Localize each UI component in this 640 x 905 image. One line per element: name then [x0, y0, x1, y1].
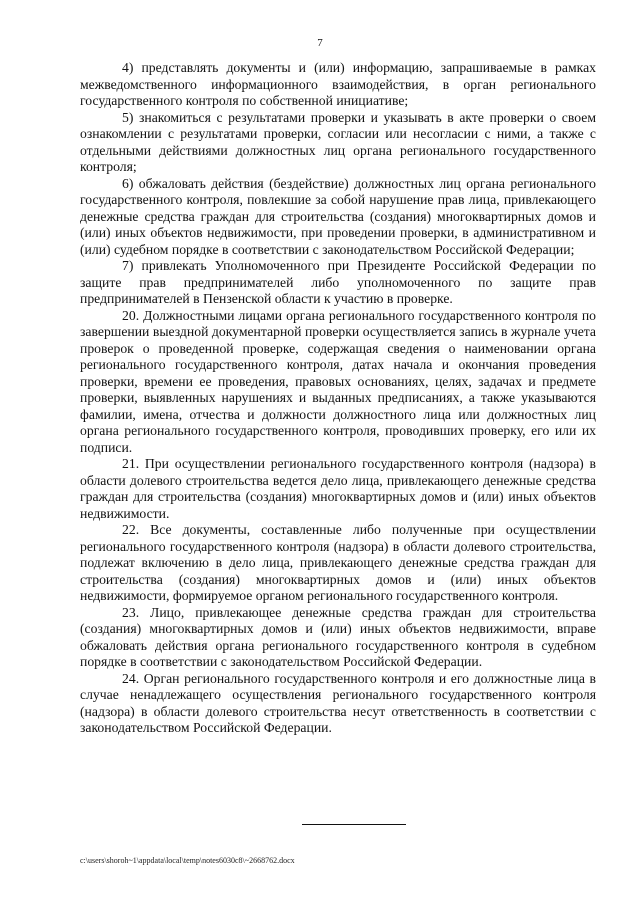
- paragraph-23: 23. Лицо, привлекающее денежные средства граждан для строительства (создания) многоквартирных домов и (или) иных объектов недвижимости, вправе обжаловать действия органа регионального государственного контроля в судебном порядке в соответствии с законодательством Российской Федерации.: [80, 604, 596, 669]
- paragraph-item-4: 4) представлять документы и (или) информацию, запрашиваемые в рамках межведомственного информационного взаимодействия, в орган регионального государственного контроля по собственной инициативе;: [80, 60, 596, 108]
- paragraph-item-6: 6) обжаловать действия (бездействие) должностных лиц органа регионального государственного контроля, повлекшие за собой нарушение прав лица, привлекающего денежные средства граждан для строительства (создания) многоквартирных домов и (или) иных объектов недвижимости, при проведении проверки, в административном и (или) судебном порядке в соответствии с законодательством Российской Федерации;: [80, 175, 596, 257]
- paragraph-24: 24. Орган регионального государственного контроля и его должностные лица в случае ненадлежащего осуществления регионального государственного контроля (надзора) в области долевого строительства несут ответственность в соответствии с законодательством Российской Федерации.: [80, 670, 596, 735]
- paragraph-item-7: 7) привлекать Уполномоченного при Президенте Российской Федерации по защите прав предпринимателей либо уполномоченного по защите прав предпринимателей в Пензенской области к участию в проверке.: [80, 258, 596, 306]
- paragraph-item-5: 5) знакомиться с результатами проверки и указывать в акте проверки о своем ознакомлении с результатами проверки, согласии или несогласии с ними, а также с отдельными действиями должностных лиц органа регионального государственного контроля;: [80, 109, 596, 174]
- footer-file-path: c:\users\shoroh~1\appdata\local\temp\notes6030c8\~2668762.docx: [80, 856, 295, 865]
- paragraph-20: 20. Должностными лицами органа регионального государственного контроля по завершении выездной документарной проверки осуществляется запись в журнале учета проверок о проведенной проверке, содержащая сведения о наименовании органа регионального государственного контроля, датах начала и окончания проведения проверки, времени ее проведения, правовых основаниях, целях, задачах и предмете проверки, выявленных нарушениях и выданных предписаниях, а также указываются фамилии, имена, отчества и должности должностного лица или должностных лиц органа регионального государственного контроля, проводивших проверку, его или их подписи.: [80, 307, 596, 455]
- end-rule: [302, 824, 406, 825]
- page-number: 7: [317, 37, 323, 49]
- paragraph-22: 22. Все документы, составленные либо полученные при осуществлении регионального государственного контроля (надзора) в области долевого строительства, подлежат включению в дело лица, привлекающего денежные средства граждан для строительства (создания) многоквартирных домов и (или) иных объектов недвижимости, формируемое органом регионального государственного контроля.: [80, 522, 596, 603]
- document-body: [80, 60, 596, 737]
- paragraph-21: 21. При осуществлении регионального государственного контроля (надзора) в области долевого строительства ведется дело лица, привлекающего денежные средства граждан для строительства (создания) многоквартирных домов и (или) иных объектов недвижимости.: [80, 456, 596, 521]
